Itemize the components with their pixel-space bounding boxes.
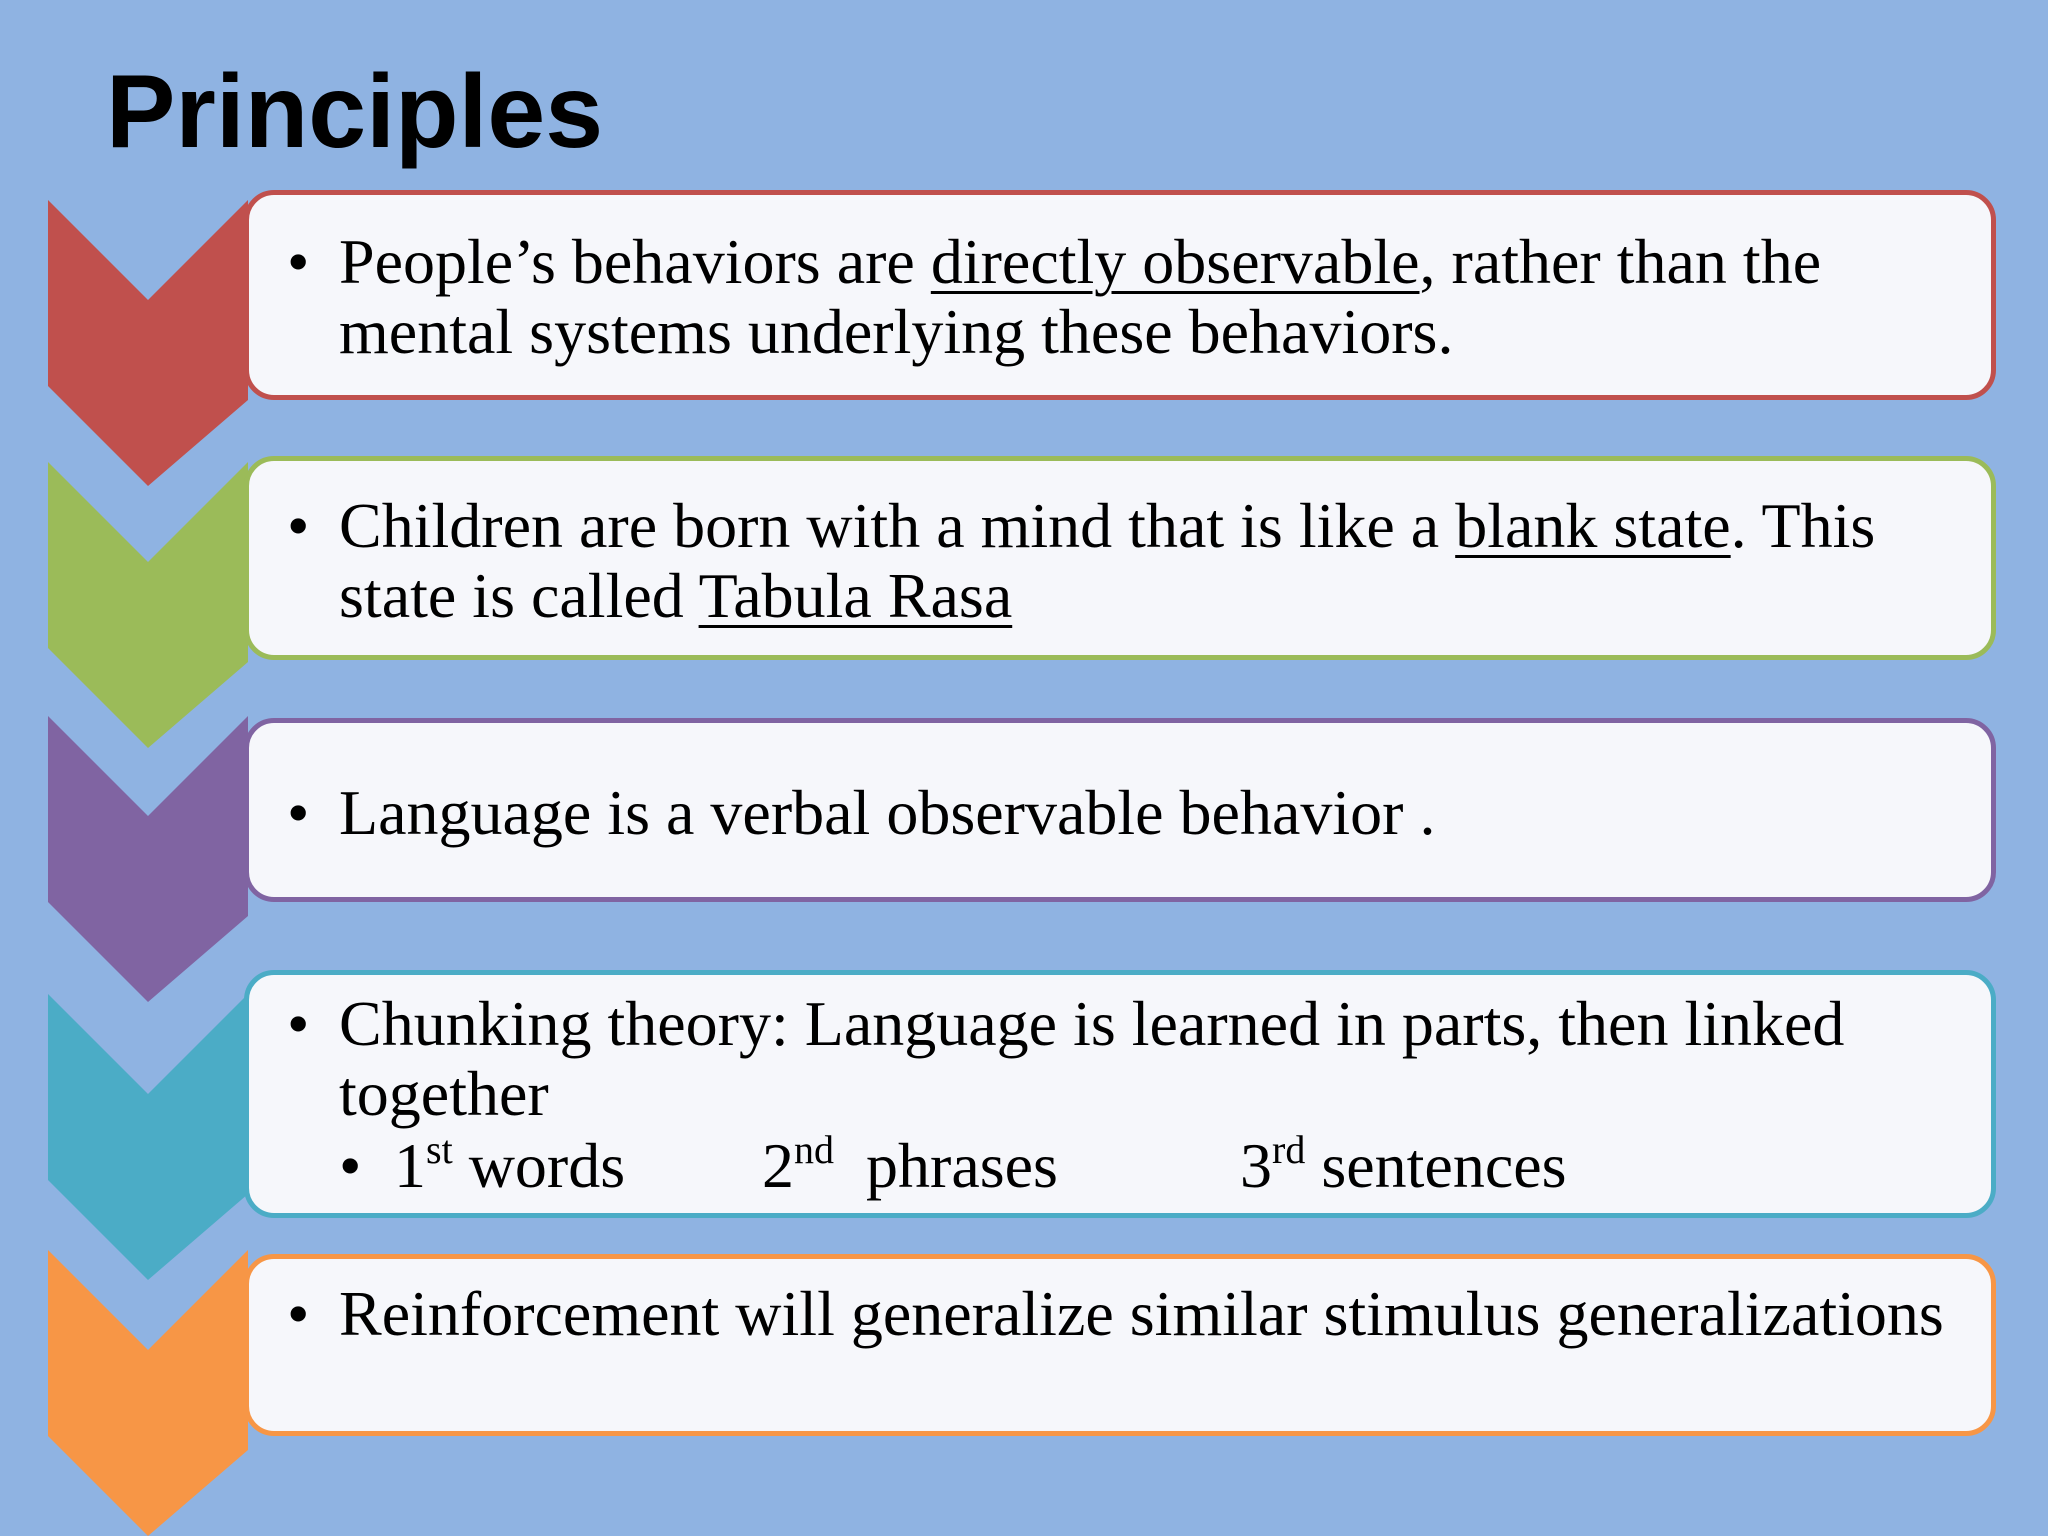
chunk-second: 2nd phrases [762,1127,1058,1201]
principle-card-4 [244,970,1996,1218]
bullet: • [287,226,310,297]
principle-2-text: • Children are born with a mind that is like a blank state. This state is called Tabula Rasa [287,490,1876,631]
principle-3-text: • Language is a verbal observable behavior . [287,777,1436,848]
underlined-term: Tabula Rasa [698,560,1013,631]
chevron-green [48,462,248,748]
principle-card-5 [244,1254,1996,1436]
chunk-third: 3rd sentences [1240,1127,1567,1201]
bullet: • [287,1278,310,1349]
bullet: • [287,777,310,848]
principle-card-1 [244,190,1996,400]
principle-card-3 [244,718,1996,902]
underlined-term: blank state [1455,490,1731,561]
principle-4-text: • Chunking theory: Language is learned in parts, then linked together [287,988,1845,1129]
chunk-first: 1st words [394,1127,626,1201]
principle-5-text: • Reinforcement will generalize similar stimulus generalizations [287,1278,1944,1349]
bullet: • [287,988,310,1059]
chevron-orange [48,1250,248,1536]
chunking-sequence [339,1127,1991,1201]
principle-1-text: • People’s behaviors are directly observable, rather than the mental systems underlying these behaviors. [287,226,1822,367]
underlined-term: directly observable [930,226,1420,297]
principle-card-2 [244,456,1996,660]
chevron-teal [48,994,248,1280]
sub-bullet: • [339,1130,362,1201]
chevron-purple [48,716,248,1002]
bullet: • [287,490,310,561]
slide-title: Principles [106,54,604,170]
chevron-red [48,200,248,486]
